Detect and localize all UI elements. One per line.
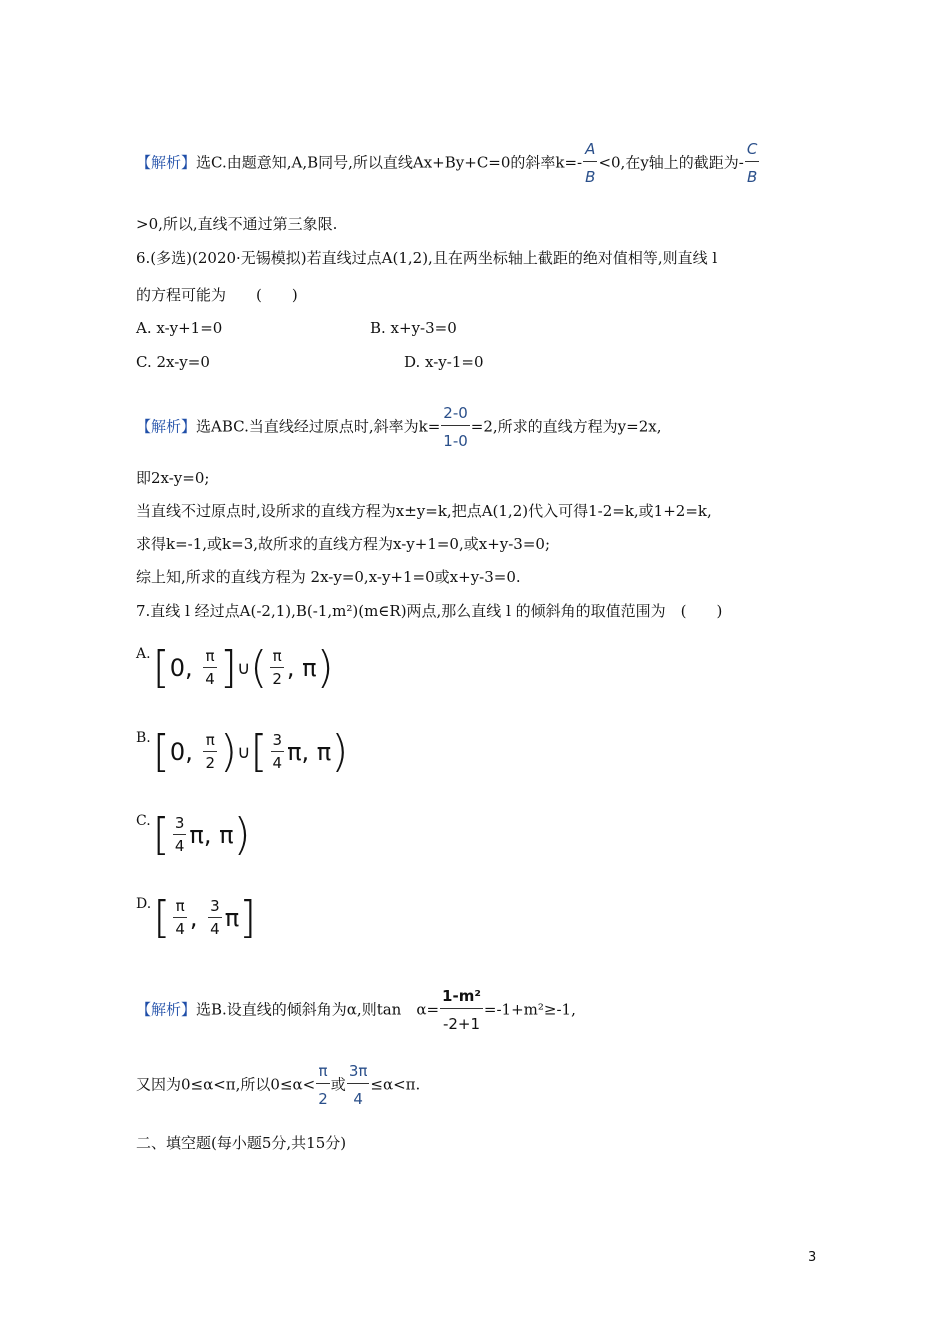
analysis-tag: 【解析】 (136, 153, 197, 172)
analysis-tag: 【解析】 (136, 1000, 197, 1019)
answer-7-text-c: ≤α<π. (370, 1075, 421, 1094)
answer-7-text-a: 又因为0≤α<π,所以0≤α< (136, 1075, 316, 1094)
question-7-option-c (136, 809, 251, 860)
option-c-label: C. (136, 813, 151, 829)
answer-5-text-1: 选C.由题意知,A,B同号,所以直线Ax+By+C=0的斜率k=- (196, 153, 583, 172)
answer-6-text-pre: 选ABC.当直线经过原点时,斜率为k= (196, 417, 441, 436)
answer-7-text-post: =-1+m²≥-1, (483, 1000, 576, 1019)
fraction-slope: $\frac{2-0}{1-0}$ (443, 404, 468, 450)
answer-6-line-4: 求得k=-1,或k=3,故所求的直线方程为x-y+1=0,或x+y-3=0; (136, 535, 551, 553)
answer-7-text-pre: 选B.设直线的倾斜角为α,则tan α= (196, 1000, 440, 1019)
question-6-option-a: A. x-y+1=0 (136, 319, 223, 337)
answer-6-line-1 (136, 405, 662, 450)
option-c-interval: [ 3 4 π, π ) (152, 809, 251, 860)
option-b-interval: [ 0, π 2 ) ∪ [ 3 4 π, π ) (152, 726, 349, 777)
fraction-a-over-b: $\frac{A}{B}$ (585, 140, 596, 186)
question-7-stem: 7.直线 l 经过点A(-2,1),B(-1,m²)(m∈R)两点,那么直线 l 的倾斜角的取值范围为 ( ) (136, 602, 723, 620)
answer-6-text-post: =2,所求的直线方程为y=2x, (470, 417, 662, 436)
analysis-tag: 【解析】 (136, 417, 197, 436)
fraction-pi-over-2: $\frac{\pi}{2}$ (318, 1062, 328, 1108)
fraction-3pi-over-4: $\frac{3\pi}{4}$ (348, 1062, 368, 1108)
question-7-option-d (136, 892, 257, 943)
answer-7-text-b: 或 (330, 1075, 346, 1094)
option-b-label: B. (136, 730, 151, 746)
question-6-line-1: 6.(多选)(2020·无锡模拟)若直线过点A(1,2),且在两坐标轴上截距的绝对值相等,则直线 l (136, 249, 718, 267)
option-d-label: D. (136, 896, 152, 912)
answer-7-line-1 (136, 988, 576, 1033)
answer-6-line-3: 当直线不过原点时,设所求的直线方程为x±y=k,把点A(1,2)代入可得1-2=k,或1+2=k, (136, 502, 712, 520)
fraction-c-over-b: $\frac{C}{B}$ (746, 140, 758, 186)
page-number: 3 (808, 1250, 817, 1265)
question-7-option-b (136, 726, 349, 777)
answer-7-line-2 (136, 1063, 420, 1108)
question-6-line-2: 的方程可能为 ( ) (136, 286, 298, 304)
answer-5-line-2: >0,所以,直线不通过第三象限. (136, 215, 338, 233)
option-a-interval: [ 0, π 4 ] ∪ ( π 2 , π ) (152, 642, 334, 693)
question-6-option-d: D. x-y-1=0 (404, 353, 484, 371)
answer-6-line-2: 即2x-y=0; (136, 469, 210, 487)
fraction-tan: $\frac{\text{1-m²}}{-2+1}$ (442, 987, 481, 1033)
option-d-interval: [ π 4 , 3 4 π ] (153, 892, 257, 943)
answer-6-line-5: 综上知,所求的直线方程为 2x-y=0,x-y+1=0或x+y-3=0. (136, 568, 521, 586)
question-6-option-c: C. 2x-y=0 (136, 353, 210, 371)
question-7-option-a (136, 642, 334, 693)
answer-5-text-mid: <0,在y轴上的截距为- (598, 153, 744, 172)
answer-5-line-1 (136, 141, 760, 186)
section-2-heading: 二、填空题(每小题5分,共15分) (136, 1134, 347, 1152)
question-6-option-b: B. x+y-3=0 (370, 319, 457, 337)
option-a-label: A. (136, 646, 151, 662)
